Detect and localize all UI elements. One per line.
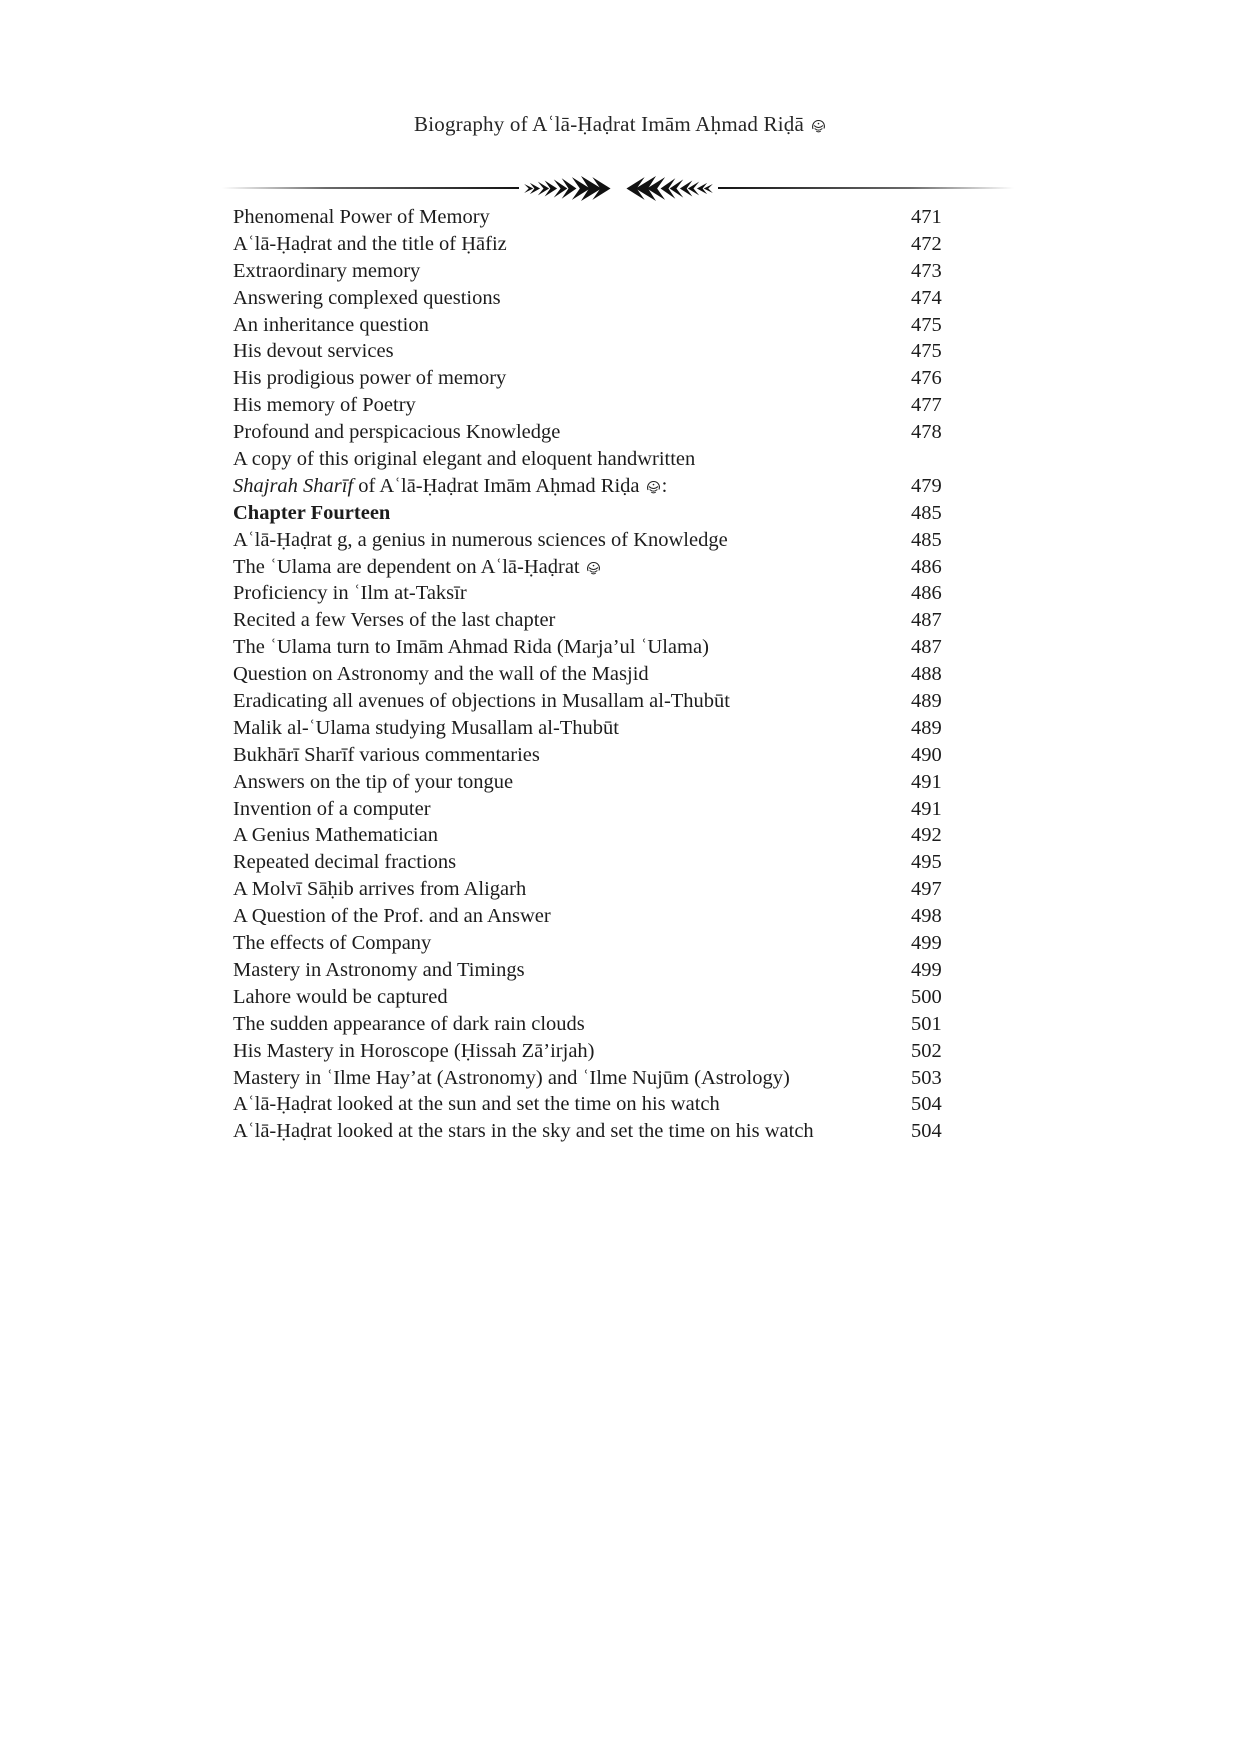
toc-entry-page: 485: [911, 528, 942, 551]
toc-entry-label: Extraordinary memory: [233, 259, 421, 282]
toc-entry-page: 472: [911, 232, 942, 255]
toc-entry-label: Question on Astronomy and the wall of the Masjid: [233, 663, 649, 686]
toc-row: [233, 231, 953, 258]
toc-entry-page: 489: [911, 690, 942, 713]
toc-entry-label: Phenomenal Power of Memory: [233, 206, 490, 228]
toc-entry-label-segment: The ʿUlama are dependent on Aʿlā-Ḥaḍrat: [233, 555, 585, 578]
toc-row: [233, 984, 953, 1011]
toc-row: [233, 258, 953, 285]
toc-entry-page: 473: [911, 259, 942, 282]
toc-entry-label: His prodigious power of memory: [233, 367, 507, 390]
toc-entry-page: 501: [911, 1012, 942, 1035]
toc-entry-page: 497: [911, 878, 942, 901]
toc-entry-page: 503: [911, 1066, 942, 1089]
toc-row: [233, 285, 953, 312]
toc-entry-page: 478: [911, 421, 942, 444]
toc-entry-label: Bukhārī Sharīf various commentaries: [233, 743, 540, 766]
toc-entry-label: [233, 475, 667, 497]
toc-entry-label: Aʿlā-Ḥaḍrat g, a genius in numerous sciences of Knowledge: [233, 528, 728, 551]
toc-entry-page: 471: [911, 206, 942, 228]
toc-entry-label: An inheritance question: [233, 313, 429, 336]
toc-entry-label: The effects of Company: [233, 932, 432, 955]
toc-row: [233, 634, 953, 661]
toc-row: [233, 1091, 953, 1118]
toc-row: [233, 715, 953, 742]
toc-row: [233, 365, 953, 392]
ornamental-divider: [222, 175, 1014, 201]
honorific-calligraphy-icon: [810, 118, 827, 134]
toc-entry-label: Aʿlā-Ḥaḍrat looked at the stars in the sky and set the time on his watch: [233, 1120, 814, 1143]
toc-entry-label: A copy of this original elegant and eloquent handwritten: [233, 448, 696, 471]
toc-entry-page: 475: [911, 340, 942, 363]
toc-entry-page: 504: [911, 1120, 942, 1143]
toc-entry-page: 486: [911, 555, 942, 578]
toc-entry-label: Invention of a computer: [233, 797, 431, 820]
toc-entry-label: His Mastery in Horoscope (Ḥissah Zā’irjah): [233, 1039, 595, 1062]
toc-entry-label: The sudden appearance of dark rain clouds: [233, 1012, 585, 1035]
toc-entry-label: Mastery in ʿIlme Hay’at (Astronomy) and ʿIlme Nujūm (Astrology): [233, 1066, 790, 1089]
toc-entry-label: Eradicating all avenues of objections in Musallam al-Thubūt: [233, 690, 730, 713]
toc-entry-label: Repeated decimal fractions: [233, 851, 457, 874]
toc-entry-page: 479: [911, 474, 942, 497]
toc-entry-page: 498: [911, 905, 942, 928]
divider-rule-left: [222, 187, 519, 189]
toc-list: [233, 204, 953, 1145]
toc-entry-label-segment: Shajrah Sharīf: [233, 474, 354, 497]
toc-row: [233, 392, 953, 419]
toc-row: [233, 580, 953, 607]
toc-row: [233, 338, 953, 365]
toc-row: [233, 742, 953, 769]
toc-row: [233, 204, 953, 231]
toc-entry-label: The ʿUlama turn to Imām Ahmad Rida (Marja’ul ʿUlama): [233, 636, 709, 659]
toc-entry-label: Lahore would be captured: [233, 985, 448, 1008]
toc-entry-label: A Question of the Prof. and an Answer: [233, 905, 551, 928]
toc-entry-page: 475: [911, 313, 942, 336]
toc-entry-page: 499: [911, 932, 942, 955]
toc-row: [233, 796, 953, 823]
honorific-calligraphy-icon: [585, 560, 602, 576]
toc-row: [233, 419, 953, 446]
toc-entry-label-segment: of Aʿlā-Ḥaḍrat Imām Aḥmad Riḍa: [353, 474, 645, 497]
toc-entry-label: His devout services: [233, 340, 394, 363]
toc-row: [233, 957, 953, 984]
toc-entry-label: Mastery in Astronomy and Timings: [233, 958, 525, 981]
toc-entry-label-segment: :: [661, 474, 668, 497]
toc-entry-page: 491: [911, 770, 942, 793]
toc-row: [233, 446, 953, 473]
toc-entry-page: 476: [911, 367, 942, 390]
toc-row: [233, 930, 953, 957]
toc-entry-label: Proficiency in ʿIlm at-Taksīr: [233, 582, 467, 605]
toc-entry-page: 491: [911, 797, 942, 820]
toc-row: [233, 554, 953, 581]
toc-entry-label: [233, 556, 602, 578]
divider-rule-right: [718, 187, 1015, 189]
toc-row: [233, 1038, 953, 1065]
toc-entry-page: 492: [911, 824, 942, 847]
toc-entry-page: 489: [911, 716, 942, 739]
toc-entry-page: 486: [911, 582, 942, 605]
toc-entry-page: 487: [911, 609, 942, 632]
toc-row: [233, 1065, 953, 1092]
toc-entry-page: 487: [911, 636, 942, 659]
toc-row: [233, 822, 953, 849]
toc-row: [233, 661, 953, 688]
toc-entry-page: 504: [911, 1093, 942, 1116]
toc-row: [233, 1118, 953, 1145]
toc-row: [233, 473, 953, 500]
toc-row: [233, 849, 953, 876]
toc-entry-label: A Molvī Sāḥib arrives from Aligarh: [233, 878, 527, 901]
toc-entry-label: His memory of Poetry: [233, 394, 416, 417]
toc-entry-page: 500: [911, 985, 942, 1008]
toc-entry-page: 490: [911, 743, 942, 766]
toc-entry-label: Answers on the tip of your tongue: [233, 770, 514, 793]
toc-entry-page: 502: [911, 1039, 942, 1062]
toc-row: [233, 607, 953, 634]
chevron-ornament-icon: [521, 176, 716, 201]
toc-entry-label: Answering complexed questions: [233, 286, 501, 309]
toc-entry-label: Aʿlā-Ḥaḍrat and the title of Ḥāfiz: [233, 232, 507, 255]
toc-row: [233, 527, 953, 554]
toc-row: [233, 903, 953, 930]
toc-row: [233, 500, 953, 527]
toc-entry-page: 495: [911, 851, 942, 874]
page-header-title: Biography of Aʿlā-Ḥaḍrat Imām Aḥmad Riḍā: [414, 112, 804, 136]
page-header: [0, 112, 1241, 137]
honorific-calligraphy-icon: [645, 479, 662, 495]
toc-entry-page: 477: [911, 394, 942, 417]
toc-row: [233, 312, 953, 339]
toc-entry-label: Aʿlā-Ḥaḍrat looked at the sun and set the time on his watch: [233, 1093, 720, 1116]
toc-entry-label: Chapter Fourteen: [233, 501, 391, 524]
toc-entry-label: Profound and perspicacious Knowledge: [233, 421, 561, 444]
toc-row: [233, 769, 953, 796]
toc-row: [233, 688, 953, 715]
toc-entry-page: 474: [911, 286, 942, 309]
toc-entry-label: Malik al-ʿUlama studying Musallam al-Thubūt: [233, 716, 620, 739]
toc-entry-page: 499: [911, 958, 942, 981]
toc-row: [233, 876, 953, 903]
toc-entry-page: 488: [911, 663, 942, 686]
toc-row: [233, 1011, 953, 1038]
toc-entry-page: 485: [911, 501, 942, 524]
toc-entry-label: Recited a few Verses of the last chapter: [233, 609, 556, 632]
toc-entry-label: A Genius Mathematician: [233, 824, 438, 847]
